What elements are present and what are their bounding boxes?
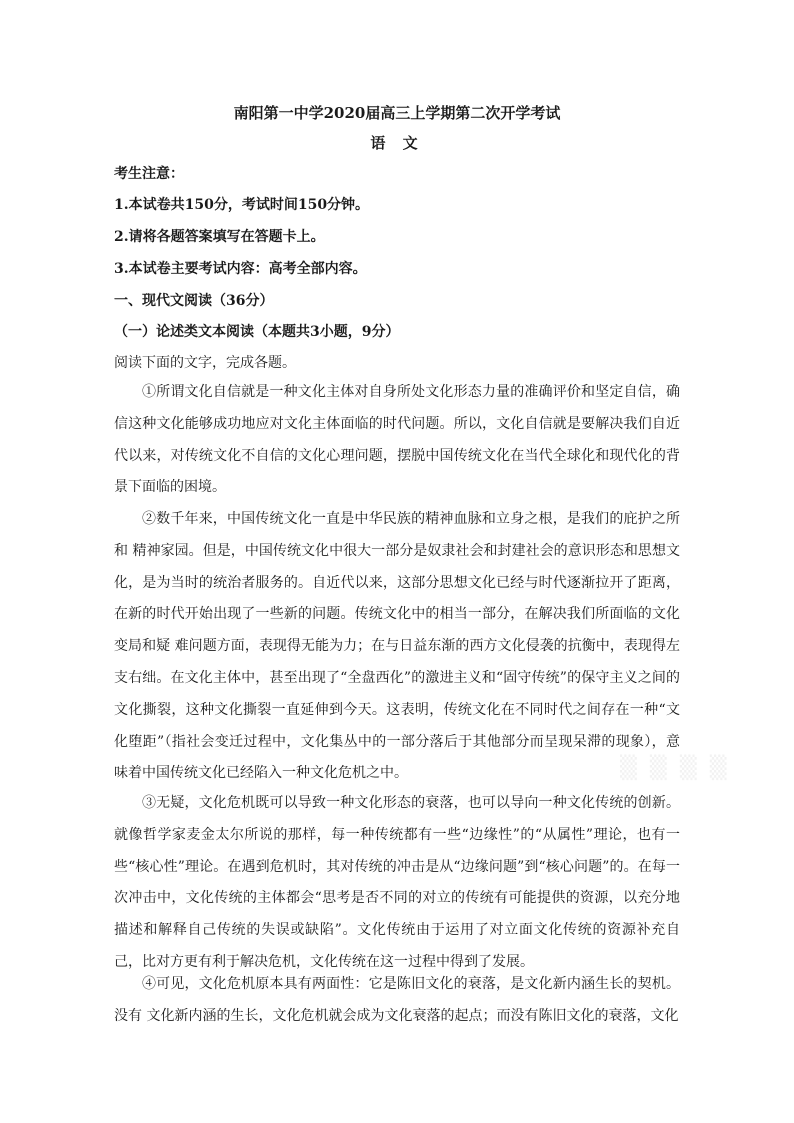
passage-paragraph-3: ③无疑，文化危机既可以导致一种文化形态的衰落，也可以导向一种文化传统的创新。就像哲学家麦金太尔所说的那样，每一种传统都有一些“边缘性”的“从属性”理论，也有一些“核心性”理论。在遇到危机时，其对传统的冲击是从“边缘问题”到“核心问题”的。在每一次冲击中，文化传统的主体都会“思考是否不同的对立的传统有可能提供的资源，以充分地描述和解释自己传统的失误或缺陷”。文化传统由于运用了对立面文化传统的资源补充自己，比对方更有利于解决危机，文化传统在这一过程中得到了发展。 xyxy=(114,795,680,970)
sub-section-heading: （一）论述类文本阅读（本题共3小题，9分） xyxy=(114,324,400,340)
notice-heading: 考生注意： xyxy=(114,166,184,182)
subject-title: 语 文 xyxy=(370,134,424,152)
reading-instruction: 阅读下面的文字，完成各题。 xyxy=(114,355,296,371)
passage-paragraph-2: ②数千年来，中国传统文化一直是中华民族的精神血脉和立身之根，是我们的庇护之所和 精神家园。但是，中国传统文化中很大一部分是奴隶社会和封建社会的意识形态和思想文化，是为当时的统治者服务的。自近代以来，这部分思想文化已经与时代逐渐拉开了距离，在新的时代开始出现了一些新的问题。传统文化中的相当一部分，在解决我们所面临的文化变局和疑 难问题方面，表现得无能为力；在与日益东渐的西方文化侵袭的抗衡中，表现得左支右绌。在文化主体中，甚至出现了“全盘西化”的激进主义和“固守传统”的保守主义之间的文化撕裂，这种文化撕裂一直延伸到今天。这表明，传统文化在不同时代之间存在一种“文化堕距”（指社会变迁过程中，文化集丛中的一部分落后于其他部分而呈现呆滞的现象），意味着中国传统文化已经陷入一种文化危机之中。 xyxy=(114,511,680,782)
section-heading: 一、现代文阅读（36分） xyxy=(114,293,274,309)
notice-item: 3.本试卷主要考试内容：高考全部内容。 xyxy=(114,261,367,277)
passage-paragraph-1: ①所谓文化自信就是一种文化主体对自身所处文化形态力量的准确评价和坚定自信，确信这种文化能够成功地应对文化主体面临的时代问题。所以，文化自信就是要解决我们自近代以来，对传统文化不自信的文化心理问题，摆脱中国传统文化在当代全球化和现代化的背景下面临的困境。 xyxy=(114,384,680,496)
notice-item: 2.请将各题答案填写在答题卡上。 xyxy=(114,229,325,245)
exam-title: 南阳第一中学2020届高三上学期第二次开学考试 xyxy=(233,104,561,122)
watermark: ▒ ▒ ▒ ▒ xyxy=(620,756,730,781)
passage-paragraph-4: ④可见，文化危机原本具有两面性：它是陈旧文化的衰落，是文化新内涵生长的契机。没有 文化新内涵的生长，文化危机就会成为文化衰落的起点；而没有陈旧文化的衰落，文化 xyxy=(114,976,680,1024)
notice-item: 1.本试卷共150分，考试时间150分钟。 xyxy=(114,197,370,213)
